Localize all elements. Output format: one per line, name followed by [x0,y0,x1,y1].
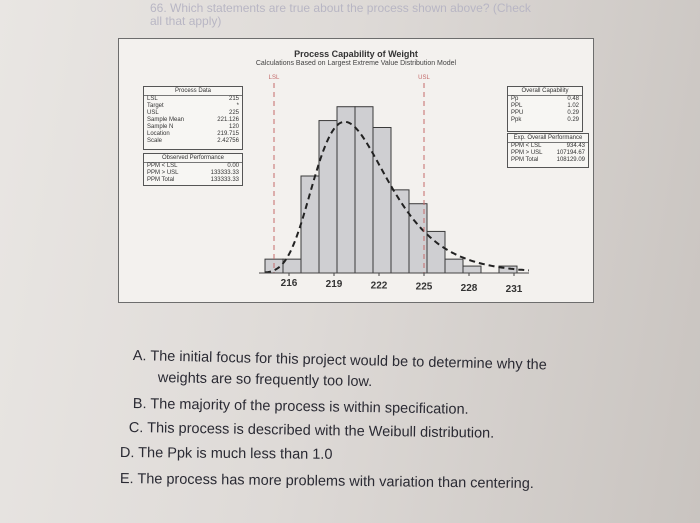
row-label: PPM Total [511,157,539,163]
question-line-2: all that apply) [150,14,222,28]
row-label: Pp [511,96,519,102]
row-label: PPU [511,110,524,116]
answer-a-continued [158,370,373,390]
histogram-bar [445,259,463,273]
row-value: 120 [228,124,239,130]
x-tick-label: 225 [415,281,433,293]
chart-title: Process Capability of Weight [294,49,418,59]
row-value: 133333.33 [210,177,239,183]
question-text [150,2,531,28]
row-value: 108129.09 [556,157,585,163]
row-value: 221.126 [217,117,239,123]
answer-letter: D. [119,445,135,462]
histogram-bar [301,176,319,273]
histogram-bar [319,121,337,273]
row-value: * [236,103,239,109]
answer-c[interactable] [129,420,495,442]
x-axis-ticks [281,273,523,295]
answer-e[interactable] [120,471,534,492]
row-label: PPM > USL [147,170,179,176]
row-value: 934.43 [566,143,585,149]
row-value: 0.00 [227,163,239,169]
answer-letter: B. [132,396,147,413]
row-label: LSL [147,96,158,102]
histogram-bar [373,128,391,274]
process-data-title: Process Data [144,87,242,96]
x-tick-label: 228 [460,282,478,294]
x-tick-label: 219 [325,279,343,291]
answer-text: The majority of the process is within specification. [150,396,469,418]
row-label: Ppk [511,117,522,123]
row-label: Sample Mean [147,117,185,123]
observed-performance-title: Observed Performance [144,154,242,163]
answer-letter: A. [132,348,147,365]
row-value: 0.29 [567,110,579,116]
row-label: Scale [147,138,163,144]
answer-a[interactable] [133,348,547,373]
answer-letter: E. [119,471,134,488]
row-value: 1.02 [567,103,579,109]
answer-text: The process has more problems with variation than centering. [137,471,534,493]
row-value: 0.48 [567,96,579,102]
answer-text: The Ppk is much less than 1.0 [138,445,333,463]
answer-text: The initial focus for this project would be to determine why the [150,348,547,374]
usl-label: USL [418,75,430,81]
x-tick-label: 222 [370,280,388,292]
x-tick-label: 216 [280,278,298,289]
row-label: Location [147,131,170,137]
histogram-bars [265,107,517,273]
histogram-bar [463,266,481,273]
overall-capability-title: Overall Capability [508,87,582,96]
chart-subtitle: Calculations Based on Largest Extreme Value Distribution Model [255,60,457,67]
histogram-bar [391,190,409,273]
row-value: 2.42756 [217,138,239,144]
row-label: USL [147,110,159,116]
row-value: 215 [228,96,239,102]
row-label: Target [147,103,164,109]
row-value: 219.715 [217,131,239,137]
row-label: PPM < LSL [147,163,178,169]
capability-figure [118,38,594,303]
exp-overall-performance-title: Exp. Overall Performance [508,134,588,143]
row-label: PPM > USL [511,150,543,156]
row-value: 133333.33 [210,170,239,176]
question-line-1: 66. Which statements are true about the process shown above? (Check [150,1,531,15]
answer-b[interactable] [133,396,469,418]
answer-letter: C. [128,420,144,437]
row-label: PPM < LSL [511,143,542,149]
row-label: Sample N [147,124,174,130]
answer-text: This process is described with the Weibull distribution. [147,420,495,442]
lsl-label: LSL [268,75,280,81]
row-value: 0.29 [567,117,579,123]
answer-text: weights are so frequently too low. [157,370,373,391]
histogram-bar [337,107,355,273]
row-value: 107194.67 [556,150,585,156]
answer-d[interactable] [120,445,333,463]
histogram-plot [119,39,593,302]
row-value: 225 [228,110,239,116]
row-label: PPL [511,103,523,109]
x-tick-label: 231 [505,284,523,295]
row-label: PPM Total [147,177,175,183]
